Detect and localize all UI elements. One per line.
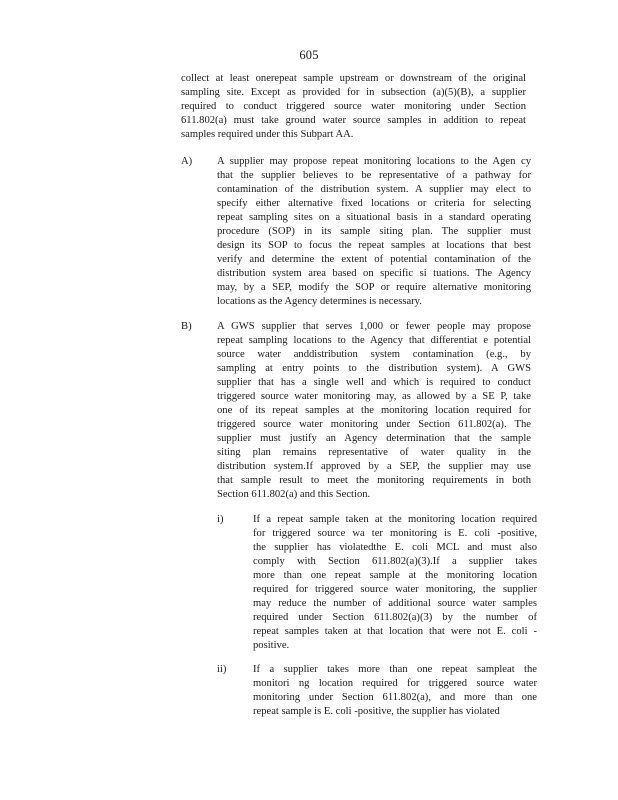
text-line: may, by a SEP, modify the SOP or require alternative monitoring: [217, 282, 531, 293]
text-line: for triggered source wa ter monitoring is E. coli -positive,: [253, 528, 537, 539]
text-line: one of its repeat samples at the monitoring location required for: [217, 405, 531, 416]
text-line: source water anddistribution system contamination (e.g., by: [217, 349, 531, 360]
text-line: may reduce the number of additional source water samples: [253, 598, 537, 609]
subsection-marker: B): [181, 321, 192, 332]
text-line: repeat sample is E. coli -positive, the supplier has violated: [253, 706, 500, 717]
text-line: verify and determine the extent of potential contamination of the: [217, 254, 531, 265]
clause-text: [253, 663, 537, 719]
text-line: sampling site. Except as provided for in subsection (a)(5)(B), a supplier: [181, 87, 526, 98]
text-line: supplier that has a single well and which is required to conduct: [217, 377, 531, 388]
text-line: more than one repeat sample at the monitoring location: [253, 570, 537, 581]
text-line: procedure (SOP) in its sample siting plan. The supplier must: [217, 226, 531, 237]
clause-marker: ii): [217, 664, 227, 675]
text-line: supplier must justify an Agency determination that the sample: [217, 433, 531, 444]
text-line: design its SOP to focus the repeat samples at locations that best: [217, 240, 531, 251]
text-line: siting plan remains representative of water quality in the: [217, 447, 531, 458]
text-line: required under Section 611.802(a)(3) by the number of: [253, 612, 537, 623]
text-line: collect at least onerepeat sample upstream or downstream of the original: [181, 73, 526, 84]
intro-paragraph: [181, 72, 526, 142]
text-line: A GWS supplier that serves 1,000 or fewer people may propose: [217, 321, 531, 332]
clause-marker: i): [217, 514, 224, 525]
text-line: monitoring under Section 611.802(a), and more than one: [253, 692, 537, 703]
text-line: distribution system.If approved by a SEP, the supplier may use: [217, 461, 531, 472]
text-line: the supplier has violatedthe E. coli MCL and must also: [253, 542, 537, 553]
text-line: A supplier may propose repeat monitoring locations to the Agen cy: [217, 156, 531, 167]
text-line: that sample result to meet the monitoring requirements in both: [217, 475, 531, 486]
text-line: specify either alternative fixed locations or criteria for selecting: [217, 198, 531, 209]
text-line: If a supplier takes more than one repeat sampleat the: [253, 664, 537, 675]
text-line: positive.: [253, 640, 290, 651]
text-line: monitori ng location required for triggered source water: [253, 678, 537, 689]
text-line: that the supplier believes to be representative of a pathway for: [217, 170, 531, 181]
text-line: triggered source water monitoring may, as allowed by a SE P, take: [217, 391, 531, 402]
text-line: repeat samples taken at that location that were not E. coli -: [253, 626, 537, 637]
text-line: 611.802(a) must take ground water source samples in addition to repeat: [181, 115, 526, 126]
subsection-marker: A): [181, 156, 193, 167]
text-line: required to conduct triggered source water monitoring under Section: [181, 101, 526, 112]
text-line: required for triggered source water monitoring, the supplier: [253, 584, 537, 595]
text-line: repeat sampling locations to the Agency that differentiat e potential: [217, 335, 531, 346]
text-line: Section 611.802(a) and this Section.: [217, 489, 371, 500]
text-line: contamination of the distribution system. A supplier may elect to: [217, 184, 531, 195]
page-number: 605: [299, 48, 319, 62]
text-line: repeat sampling sites on a situational basis in a standard operating: [217, 212, 531, 223]
subsection-text: [217, 320, 531, 502]
text-line: sampling at entry points to the distribution system). A GWS: [217, 363, 531, 374]
clause-text: [253, 513, 537, 653]
text-line: samples required under this Subpart AA.: [181, 129, 354, 140]
text-line: locations as the Agency determines is necessary.: [217, 296, 422, 307]
text-line: distribution system area based on specific si tuations. The Agency: [217, 268, 531, 279]
subsection-text: [217, 155, 531, 309]
text-line: If a repeat sample taken at the monitoring location required: [253, 514, 537, 525]
text-line: triggered source water monitoring under Section 611.802(a). The: [217, 419, 531, 430]
text-line: comply with Section 611.802(a)(3).If a supplier takes: [253, 556, 537, 567]
